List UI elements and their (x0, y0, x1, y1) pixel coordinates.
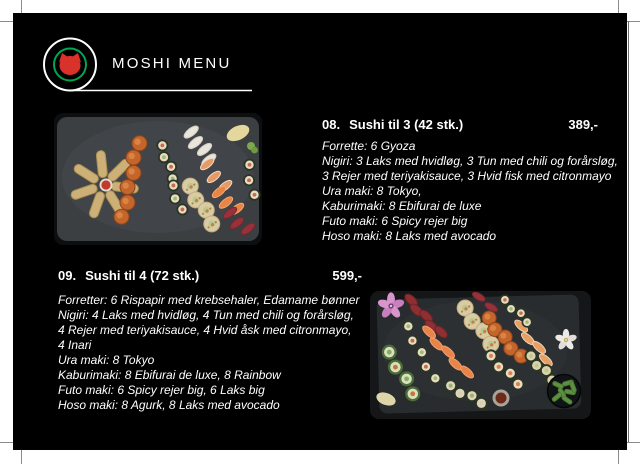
description-line: 4 Rejer med teriyakisauce, 4 Hvid åsk med citronmayo, (58, 323, 352, 337)
crop-mark (0, 442, 13, 443)
menu-card (13, 13, 627, 450)
menu-item-header (58, 268, 362, 283)
crop-mark (618, 450, 619, 464)
sushi-platter-photo-1 (54, 113, 262, 245)
description-line: Ura maki: 8 Tokyo, (322, 184, 422, 198)
item-description (58, 293, 368, 413)
description-line: Ura maki: 8 Tokyo (58, 353, 155, 367)
description-line: Hoso maki: 8 Laks med avocado (322, 229, 497, 243)
item-name: Sushi til 3 (42 stk.) (349, 117, 464, 132)
item-number: 08. (322, 117, 341, 132)
description-line: Nigiri: 3 Laks med hvidløg, 3 Tun med chili og forårsløg, (322, 154, 618, 168)
trim-line (628, 21, 629, 442)
crop-mark (618, 0, 619, 13)
description-line: Forretter: 6 Rispapir med krebsehaler, Edamame bønner (58, 293, 360, 307)
description-line: Futo maki: 6 Spicy rejer big (322, 214, 468, 228)
description-line: Kaburimaki: 8 Ebifurai de luxe (322, 199, 482, 213)
cat-icon (59, 53, 81, 75)
description-line: Kaburimaki: 8 Ebifurai de luxe, 8 Rainbow (58, 368, 281, 382)
description-line: Forrette: 6 Gyoza (322, 139, 416, 153)
description-line: 3 Rejer med teriyakisauce, 3 Hvid fisk med citronmayo (322, 169, 612, 183)
crop-mark (0, 21, 13, 22)
soy-sauce-dish (493, 390, 510, 407)
description-line: 4 Inari (58, 338, 92, 352)
description-line: Hoso maki: 8 Agurk, 8 Laks med avocado (58, 398, 280, 412)
description-line: Futo maki: 6 Spicy rejer big, 6 Laks big (58, 383, 265, 397)
crop-mark (21, 0, 22, 13)
soy-sauce-cup (100, 179, 113, 192)
description-line: Nigiri: 4 Laks med hvidløg, 4 Tun med chili og forårsløg, (58, 308, 354, 322)
sushi-platter-photo-2 (370, 291, 591, 419)
item-name: Sushi til 4 (72 stk.) (85, 268, 200, 283)
item-price: 389,- (568, 117, 598, 132)
crop-mark (627, 442, 640, 443)
item-number: 09. (58, 268, 77, 283)
edamame-bowl (548, 375, 581, 408)
item-price: 599,- (332, 268, 362, 283)
page-title: MOSHI MENU (112, 55, 232, 72)
menu-item-header (322, 117, 598, 132)
item-description (322, 139, 622, 244)
crop-mark (21, 450, 22, 464)
